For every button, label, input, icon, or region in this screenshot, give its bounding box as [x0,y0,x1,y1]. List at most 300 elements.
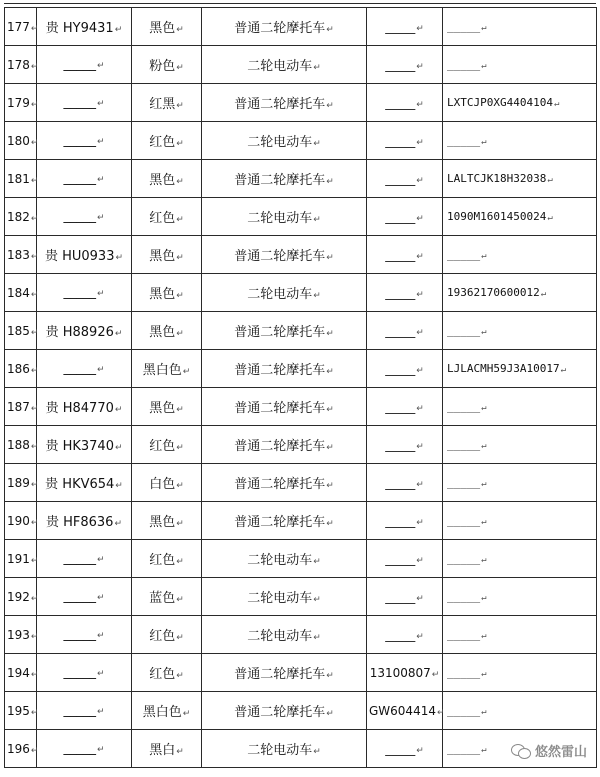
paragraph-mark: ↵ [481,137,487,147]
plate-cell [37,160,132,198]
paragraph-mark: ↵ [481,631,487,641]
paragraph-mark: ↵ [96,631,105,641]
paragraph-mark: ↵ [176,291,184,301]
plate-cell-text: 贵 HK3740 [45,439,114,454]
paragraph-mark: ↵ [481,479,487,489]
paragraph-mark: ↵ [313,633,321,643]
paragraph-mark: ↵ [416,99,424,110]
paragraph-mark: ↵ [416,631,424,642]
paragraph-mark: ↵ [313,557,321,567]
color-cell [132,616,202,654]
vin-cell-text: _____ [447,552,481,565]
vehicle-type-cell-text: 普通二轮摩托车 [234,173,326,188]
paragraph-mark: ↵ [326,367,334,377]
row-number-cell-text: 187 [7,399,30,414]
row-number-cell-text: 193 [7,627,30,642]
vin-cell [443,160,597,198]
engine-number-cell-text: _____ [385,361,416,376]
vin-cell-text: LJLACMH59J3A10017 [447,362,560,375]
table-row [5,502,597,540]
paragraph-mark: ↵ [176,481,184,491]
paragraph-mark: ↵ [416,251,424,262]
paragraph-mark: ↵ [481,745,487,755]
paragraph-mark: ↵ [30,99,39,110]
plate-cell [37,8,132,46]
row-number-cell [5,464,37,502]
table-row [5,578,597,616]
color-cell-text: 红色 [149,211,176,226]
paragraph-mark: ↵ [182,709,191,719]
vin-cell-text: _____ [447,742,481,755]
row-number-cell-text: 180 [7,133,30,148]
paragraph-mark: ↵ [30,555,39,566]
engine-number-cell [367,274,443,312]
paragraph-mark: ↵ [481,23,487,33]
vin-cell [443,464,597,502]
row-number-cell-text: 177 [7,19,30,34]
row-number-cell-text: 186 [7,361,30,376]
paragraph-mark: ↵ [416,441,424,452]
paragraph-mark: ↵ [182,367,191,377]
row-number-cell [5,8,37,46]
vehicle-type-cell [202,540,367,578]
table-body [5,8,597,768]
paragraph-mark: ↵ [30,175,39,186]
paragraph-mark: ↵ [96,669,105,679]
paragraph-mark: ↵ [416,213,424,224]
color-cell [132,464,202,502]
vehicle-type-cell [202,236,367,274]
color-cell [132,692,202,730]
vehicle-type-cell-text: 普通二轮摩托车 [234,401,326,416]
paragraph-mark: ↵ [96,745,105,755]
engine-number-cell [367,8,443,46]
vehicle-type-cell [202,160,367,198]
color-cell-text: 黑色 [149,249,176,264]
paragraph-mark: ↵ [176,443,184,453]
vehicle-type-cell-text: 普通二轮摩托车 [234,477,326,492]
vehicle-type-cell [202,730,367,768]
table-row [5,426,597,464]
paragraph-mark: ↵ [326,481,334,491]
row-number-cell [5,426,37,464]
vin-cell [443,578,597,616]
color-cell [132,160,202,198]
engine-number-cell [367,426,443,464]
paragraph-mark: ↵ [30,289,39,300]
vin-cell-text: _____ [447,476,481,489]
table-row [5,616,597,654]
row-number-cell-text: 195 [7,703,30,718]
color-cell-text: 黑色 [149,325,176,340]
row-number-cell [5,198,37,236]
paragraph-mark: ↵ [176,633,184,643]
row-number-cell [5,236,37,274]
vehicle-type-cell-text: 二轮电动车 [247,553,313,568]
engine-number-cell-text: _____ [385,437,416,452]
paragraph-mark: ↵ [176,63,184,73]
color-cell [132,502,202,540]
table-row [5,464,597,502]
paragraph-mark: ↵ [114,519,123,529]
paragraph-mark: ↵ [416,365,424,376]
vehicle-type-cell-text: 普通二轮摩托车 [234,439,326,454]
paragraph-mark: ↵ [30,707,39,718]
vehicle-type-cell [202,464,367,502]
color-cell [132,8,202,46]
paragraph-mark: ↵ [176,519,184,529]
engine-number-cell [367,502,443,540]
paragraph-mark: ↵ [115,253,124,263]
watermark-text: 悠然雷山 [534,745,587,760]
engine-number-cell [367,160,443,198]
engine-number-cell-text: GW604414 [369,703,436,718]
row-number-cell-text: 191 [7,551,30,566]
vehicle-type-cell-text: 二轮电动车 [247,629,313,644]
row-number-cell [5,312,37,350]
vehicle-type-cell-text: 普通二轮摩托车 [234,21,326,36]
row-number-cell [5,540,37,578]
row-number-cell-text: 183 [7,247,30,262]
plate-cell [37,616,132,654]
plate-cell [37,350,132,388]
plate-cell-text: _____ [63,589,96,604]
color-cell [132,350,202,388]
engine-number-cell [367,388,443,426]
paragraph-mark: ↵ [114,25,123,35]
vehicle-type-cell [202,616,367,654]
paragraph-mark: ↵ [481,327,487,337]
vehicle-type-cell [202,84,367,122]
color-cell-text: 黑色 [149,21,176,36]
paragraph-mark: ↵ [176,25,184,35]
table-row [5,540,597,578]
vin-cell [443,540,597,578]
vin-cell [443,692,597,730]
plate-cell-text: _____ [63,665,96,680]
vehicle-type-cell-text: 普通二轮摩托车 [234,363,326,378]
vin-cell [443,388,597,426]
paragraph-mark: ↵ [560,365,567,375]
vin-cell [443,654,597,692]
row-number-cell-text: 196 [7,741,30,756]
row-number-cell [5,350,37,388]
vin-cell-text: _____ [447,134,481,147]
engine-number-cell-text: _____ [385,171,416,186]
color-cell [132,426,202,464]
vehicle-type-cell [202,578,367,616]
paragraph-mark: ↵ [326,253,334,263]
paragraph-mark: ↵ [30,669,39,680]
plate-cell-text: _____ [63,133,96,148]
vehicle-type-cell-text: 二轮电动车 [247,135,313,150]
row-number-cell [5,654,37,692]
paragraph-mark: ↵ [96,365,105,375]
engine-number-cell [367,616,443,654]
paragraph-mark: ↵ [313,215,321,225]
paragraph-mark: ↵ [416,745,424,756]
paragraph-mark: ↵ [96,707,105,717]
paragraph-mark: ↵ [326,101,334,111]
plate-cell [37,122,132,160]
engine-number-cell [367,654,443,692]
paragraph-mark: ↵ [481,441,487,451]
color-cell [132,540,202,578]
row-number-cell-text: 178 [7,57,30,72]
paragraph-mark: ↵ [416,479,424,490]
vehicle-type-cell-text: 普通二轮摩托车 [234,97,326,112]
vin-cell-text: LXTCJP0XG4404104 [447,96,553,109]
color-cell-text: 黑色 [149,515,176,530]
paragraph-mark: ↵ [176,253,184,263]
paragraph-mark: ↵ [96,61,105,71]
row-number-cell [5,160,37,198]
row-number-cell [5,616,37,654]
engine-number-cell-text: _____ [385,95,416,110]
vehicle-type-cell [202,654,367,692]
color-cell [132,236,202,274]
color-cell [132,578,202,616]
paragraph-mark: ↵ [30,365,39,376]
vin-cell-text: _____ [447,58,481,71]
row-number-cell-text: 182 [7,209,30,224]
paragraph-mark: ↵ [176,329,184,339]
vehicle-type-cell [202,502,367,540]
plate-cell-text: _____ [63,95,96,110]
paragraph-mark: ↵ [313,139,321,149]
engine-number-cell-text: _____ [385,285,416,300]
vehicle-type-cell-text: 二轮电动车 [247,591,313,606]
row-number-cell-text: 190 [7,513,30,528]
paragraph-mark: ↵ [431,669,440,680]
plate-cell-text: _____ [63,741,96,756]
paragraph-mark: ↵ [114,329,123,339]
plate-cell [37,388,132,426]
engine-number-cell-text: _____ [385,551,416,566]
plate-cell-text: _____ [63,285,96,300]
color-cell-text: 红色 [149,667,176,682]
paragraph-mark: ↵ [176,405,184,415]
vehicle-table [4,7,597,768]
vin-cell [443,198,597,236]
engine-number-cell-text: _____ [385,247,416,262]
paragraph-mark: ↵ [313,63,321,73]
paragraph-mark: ↵ [96,213,105,223]
paragraph-mark: ↵ [326,709,334,719]
paragraph-mark: ↵ [96,593,105,603]
plate-cell [37,312,132,350]
vin-cell [443,274,597,312]
plate-cell [37,502,132,540]
paragraph-mark: ↵ [313,595,321,605]
paragraph-mark: ↵ [481,707,487,717]
plate-cell [37,236,132,274]
vin-cell-text: _____ [447,704,481,717]
table-row [5,84,597,122]
paragraph-mark: ↵ [30,479,39,490]
vin-cell [443,312,597,350]
watermark [508,740,590,761]
engine-number-cell-text: _____ [385,475,416,490]
engine-number-cell [367,46,443,84]
table-row [5,198,597,236]
paragraph-mark: ↵ [326,25,334,35]
vehicle-type-cell-text: 普通二轮摩托车 [234,667,326,682]
vehicle-type-cell [202,8,367,46]
vin-cell-text: _____ [447,666,481,679]
table-row [5,122,597,160]
plate-cell-text: _____ [63,361,96,376]
paragraph-mark: ↵ [416,61,424,72]
paragraph-mark: ↵ [416,175,424,186]
paragraph-mark: ↵ [326,177,334,187]
plate-cell-text: 贵 HU0933 [44,249,115,264]
paragraph-mark: ↵ [176,557,184,567]
plate-cell-text: _____ [63,551,96,566]
row-number-cell-text: 189 [7,475,30,490]
paragraph-mark: ↵ [481,251,487,261]
table-row [5,236,597,274]
paragraph-mark: ↵ [30,517,39,528]
vehicle-type-cell [202,388,367,426]
row-number-cell-text: 188 [7,437,30,452]
engine-number-cell [367,236,443,274]
vin-cell [443,426,597,464]
paragraph-mark: ↵ [416,555,424,566]
paragraph-mark: ↵ [326,329,334,339]
row-number-cell [5,274,37,312]
vehicle-type-cell [202,122,367,160]
paragraph-mark: ↵ [176,101,184,111]
paragraph-mark: ↵ [416,327,424,338]
vehicle-type-cell [202,198,367,236]
color-cell [132,84,202,122]
engine-number-cell-text: _____ [385,399,416,414]
vehicle-type-cell [202,426,367,464]
color-cell-text: 黑白 [149,743,176,758]
row-number-cell-text: 185 [7,323,30,338]
paragraph-mark: ↵ [416,517,424,528]
engine-number-cell [367,122,443,160]
row-number-cell [5,122,37,160]
paragraph-mark: ↵ [96,555,105,565]
row-number-cell-text: 192 [7,589,30,604]
paragraph-mark: ↵ [481,403,487,413]
plate-cell-text: 贵 H84770 [45,401,114,416]
engine-number-cell-text: _____ [385,133,416,148]
vin-cell [443,502,597,540]
vin-cell-text: _____ [447,248,481,261]
paragraph-mark: ↵ [416,593,424,604]
vehicle-type-cell-text: 二轮电动车 [247,743,313,758]
vin-cell-text: LALTCJK18H32038 [447,172,547,185]
table-row [5,692,597,730]
plate-cell [37,84,132,122]
vin-cell-text: _____ [447,590,481,603]
vin-cell [443,350,597,388]
engine-number-cell [367,350,443,388]
plate-cell-text: 贵 HKV654 [45,477,115,492]
paragraph-mark: ↵ [114,405,123,415]
engine-number-cell [367,198,443,236]
paragraph-mark: ↵ [96,99,105,109]
table-row [5,388,597,426]
engine-number-cell-text: _____ [385,627,416,642]
vehicle-type-cell-text: 普通二轮摩托车 [234,705,326,720]
row-number-cell-text: 194 [7,665,30,680]
vin-cell-text: _____ [447,324,481,337]
paragraph-mark: ↵ [313,747,321,757]
plate-cell [37,274,132,312]
row-number-cell-text: 179 [7,95,30,110]
plate-cell [37,578,132,616]
vin-cell-text: _____ [447,514,481,527]
paragraph-mark: ↵ [176,595,184,605]
paragraph-mark: ↵ [540,289,547,299]
color-cell-text: 黑白色 [142,705,182,720]
color-cell-text: 蓝色 [149,591,176,606]
table-row [5,312,597,350]
row-number-cell [5,730,37,768]
engine-number-cell [367,312,443,350]
color-cell [132,654,202,692]
document-sheet [4,7,596,768]
color-cell-text: 红色 [149,629,176,644]
vehicle-type-cell [202,274,367,312]
plate-cell-text: _____ [63,57,96,72]
color-cell [132,730,202,768]
vehicle-type-cell [202,46,367,84]
engine-number-cell-text: _____ [385,209,416,224]
paragraph-mark: ↵ [176,215,184,225]
color-cell [132,388,202,426]
paragraph-mark: ↵ [115,481,123,491]
row-number-cell [5,46,37,84]
paragraph-mark: ↵ [176,671,184,681]
engine-number-cell [367,578,443,616]
engine-number-cell-text: _____ [385,19,416,34]
plate-cell [37,46,132,84]
row-number-cell [5,692,37,730]
paragraph-mark: ↵ [416,289,424,300]
vin-cell-text: 19362170600012 [447,286,540,299]
color-cell-text: 白色 [149,477,176,492]
wechat-icon [511,744,531,758]
paragraph-mark: ↵ [481,517,487,527]
paragraph-mark: ↵ [326,671,334,681]
color-cell [132,122,202,160]
plate-cell-text: 贵 HY9431 [45,21,114,36]
row-number-cell [5,84,37,122]
vehicle-type-cell [202,350,367,388]
vehicle-type-cell [202,312,367,350]
plate-cell [37,730,132,768]
plate-cell-text: 贵 HF8636 [45,515,114,530]
paragraph-mark: ↵ [30,631,39,642]
engine-number-cell [367,464,443,502]
paragraph-mark: ↵ [30,137,39,148]
color-cell-text: 黑色 [149,173,176,188]
paragraph-mark: ↵ [176,177,184,187]
color-cell [132,312,202,350]
engine-number-cell-text: _____ [385,513,416,528]
vin-cell [443,46,597,84]
paragraph-mark: ↵ [30,441,39,452]
plate-cell-text: _____ [63,171,96,186]
plate-cell-text: 贵 H88926 [45,325,114,340]
vehicle-type-cell [202,692,367,730]
table-row [5,274,597,312]
